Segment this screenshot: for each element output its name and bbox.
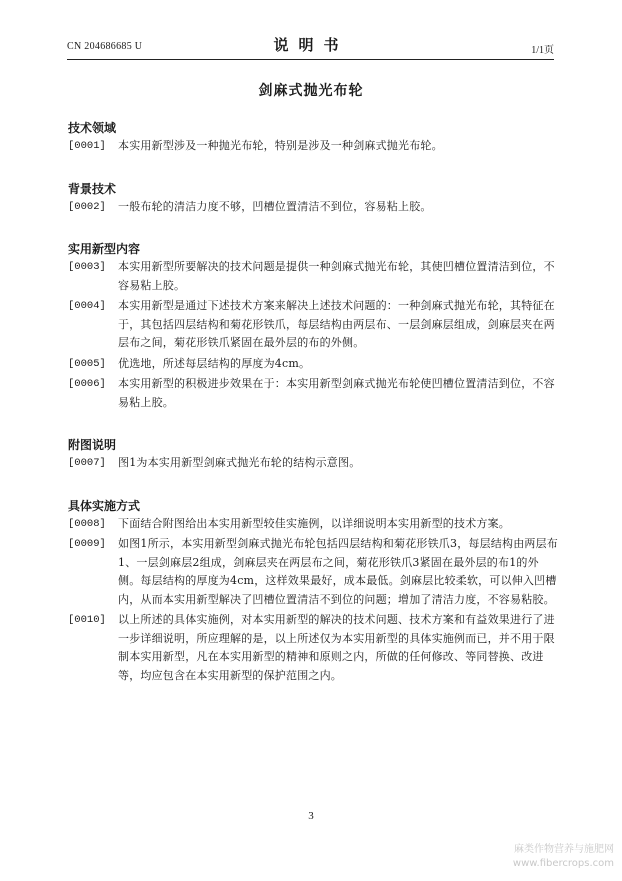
paragraph-text: 图1为本实用新型剑麻式抛光布轮的结构示意图。 — [118, 456, 361, 469]
paragraph-number: [0002] — [68, 200, 106, 213]
paragraph-number: [0005] — [68, 357, 106, 370]
paragraph-text: 本实用新型所要解决的技术问题是提供一种剑麻式抛光布轮，其使凹槽位置清洁到位，不容易粘上胶。 — [118, 260, 555, 292]
section-heading: 具体实施方式 — [68, 498, 141, 513]
paragraph-text: 本实用新型的积极进步效果在于：本实用新型剑麻式抛光布轮使凹槽位置清洁到位，不容易粘上胶。 — [118, 377, 555, 409]
document-title: 剑麻式抛光布轮 — [258, 83, 364, 99]
paragraph-number: [0008] — [68, 517, 106, 530]
section-drawing-description — [68, 436, 560, 473]
header-divider — [67, 59, 554, 60]
paragraph — [68, 454, 560, 473]
paragraph-text: 下面结合附图给出本实用新型较佳实施例，以详细说明本实用新型的技术方案。 — [118, 516, 510, 530]
paragraph-text: 一般布轮的清洁力度不够，凹槽位置清洁不到位，容易粘上胶。 — [118, 199, 432, 213]
watermark-line-2: www.fibercrops.com — [512, 858, 614, 869]
paragraph-number: [0004] — [68, 300, 106, 312]
paragraph — [68, 258, 560, 295]
section-heading: 实用新型内容 — [68, 242, 141, 256]
paragraph — [68, 355, 560, 374]
paragraph — [68, 515, 560, 534]
paragraph-number: [0001] — [68, 140, 106, 152]
section-background — [68, 180, 560, 217]
section-heading: 技术领域 — [68, 121, 117, 135]
section-utility-model-content — [68, 240, 560, 412]
paragraph-text: 以上所述的具体实施例，对本实用新型的解决的技术问题、技术方案和有益效果进行了进一步详细说明，所应理解的是，以上所述仅为本实用新型的具体实施例而已，并不用于限制本实用新型，凡在本实用新型的精神和原则之内，所做的任何修改、等同替换、改进等，均应包含在本实用新型的保护范围之内。 — [118, 613, 555, 682]
section-heading: 附图说明 — [68, 438, 117, 452]
page-header — [0, 0, 622, 62]
paragraph-text: 优选地，所述每层结构的厚度为4cm。 — [118, 356, 311, 370]
paragraph — [68, 611, 560, 685]
paragraph — [68, 137, 560, 156]
paragraph-number: [0010] — [68, 614, 106, 626]
watermark-line-1: 麻类作物营养与施肥网 — [514, 844, 614, 855]
watermark — [513, 843, 614, 871]
document-body — [68, 119, 560, 687]
paragraph — [68, 535, 560, 609]
document-type: 说明书 — [273, 36, 349, 54]
paragraph-number: [0009] — [68, 538, 106, 550]
section-heading: 背景技术 — [68, 181, 117, 196]
paragraph — [68, 198, 560, 217]
section-embodiments — [68, 497, 560, 686]
paragraph-number: [0006] — [68, 378, 106, 390]
publication-number: CN 204686685 U — [67, 41, 143, 52]
paragraph-number: [0003] — [68, 261, 106, 273]
page-count: 1/1页 — [531, 45, 554, 56]
paragraph-text: 本实用新型是通过下述技术方案来解决上述技术问题的：一种剑麻式抛光布轮，其特征在于，其包括四层结构和菊花形铁爪，每层结构由两层布、一层剑麻层组成，剑麻层夹在两层布之间，菊花形铁爪紧固在最外层的布的外侧。 — [118, 299, 555, 349]
paragraph-text: 本实用新型涉及一种抛光布轮，特别是涉及一种剑麻式抛光布轮。 — [118, 139, 443, 152]
page-number: 3 — [308, 810, 314, 822]
section-technical-field — [68, 119, 560, 156]
paragraph — [68, 375, 560, 412]
paragraph-number: [0007] — [68, 457, 106, 469]
paragraph — [68, 297, 560, 353]
paragraph-text: 如图1所示，本实用新型剑麻式抛光布轮包括四层结构和菊花形铁爪3，每层结构由两层布1、一层剑麻层2组成，剑麻层夹在两层布之间，菊花形铁爪3紧固在最外层的布1的外侧。每层结构的厚度为4cm，这样效果最好，成本最低。剑麻层比较柔软，可以伸入凹槽内，从而本实用新型解决了凹槽位置清洁不到位的问题；增加了清洁力度，不容易粘胶。 — [118, 537, 558, 606]
